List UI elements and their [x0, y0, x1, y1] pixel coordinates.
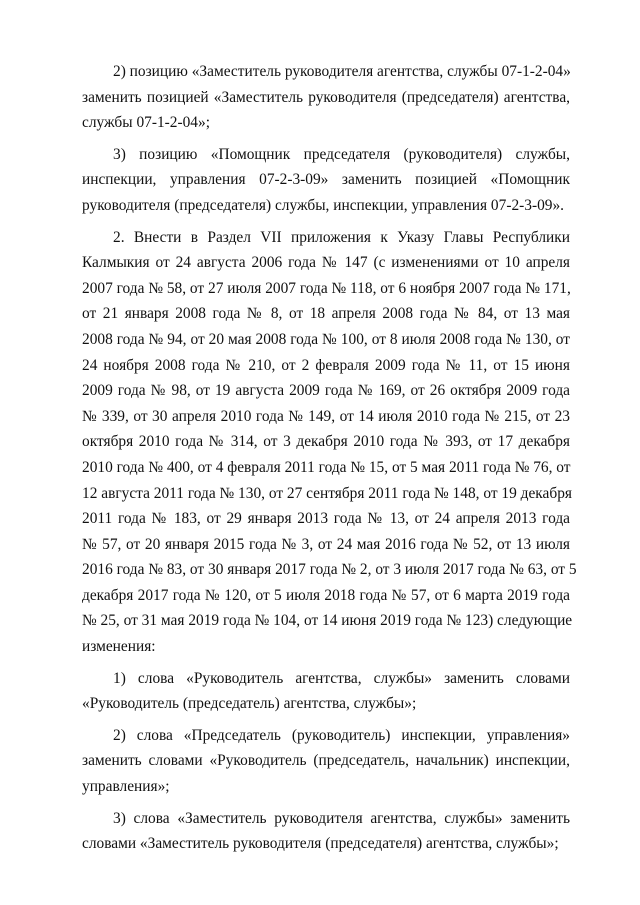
text-line: службы 07-1-2-04»; [82, 114, 210, 132]
text-line: декабря 2017 года № 120, от 5 июля 2018 года № 57, от 6 марта 2019 года [82, 586, 570, 604]
text-line: руководителя (председателя) службы, инспекции, управления 07-2-3-09». [82, 196, 565, 214]
text-line: 3) позицию «Помощник председателя (руководителя) службы, [113, 145, 570, 163]
text-line: инспекции, управления 07-2-3-09» заменить позицией «Помощник [82, 171, 570, 189]
text-line: 2007 года № 58, от 27 июля 2007 года № 118, от 6 ноября 2007 года № 171, [82, 279, 571, 297]
text-line: 2008 года № 94, от 20 мая 2008 года № 100, от 8 июля 2008 года № 130, от [82, 330, 570, 348]
text-line: от 21 января 2008 года № 8, от 18 апреля 2008 года № 84, от 13 мая [82, 305, 570, 323]
text-line: 2011 года № 183, от 29 января 2013 года № 13, от 24 апреля 2013 года [82, 510, 570, 528]
text-line: 2) позицию «Заместитель руководителя агентства, службы 07-1-2-04» [113, 63, 571, 80]
text-line: 2) слова «Председатель (руководитель) инспекции, управления» [113, 726, 570, 744]
text-line: 3) слова «Заместитель руководителя агентства, службы» заменить [113, 809, 570, 827]
text-line: изменения: [82, 638, 156, 656]
text-line: 12 августа 2011 года № 130, от 27 сентября 2011 года № 148, от 19 декабря [82, 484, 572, 502]
text-line: управления»; [82, 778, 170, 796]
text-line: 2009 года № 98, от 19 августа 2009 года № 169, от 26 октября 2009 года [82, 382, 570, 400]
text-line: 24 ноября 2008 года № 210, от 2 февраля 2009 года № 11, от 15 июня [82, 356, 570, 374]
paragraph-change-2 [82, 723, 570, 800]
text-line: Калмыкия от 24 августа 2006 года № 147 (с изменениями от 10 апреля [82, 254, 570, 272]
text-line: № 25, от 31 мая 2019 года № 104, от 14 июня 2019 года № 123) следующие [82, 612, 573, 630]
text-line: «Руководитель (председатель) агентства, службы»; [82, 695, 417, 713]
text-line: 1) слова «Руководитель агентства, службы» заменить словами [113, 669, 570, 687]
text-line: заменить позицией «Заместитель руководителя (председателя) агентства, [82, 88, 570, 106]
text-line: № 57, от 20 января 2015 года № 3, от 24 мая 2016 года № 52, от 13 июля [82, 535, 570, 553]
paragraph-change-1 [82, 666, 570, 717]
text-line: № 339, от 30 апреля 2010 года № 149, от 14 июля 2010 года № 215, от 23 [82, 407, 570, 425]
text-line: 2016 года № 83, от 30 января 2017 года № 2, от 3 июля 2017 года № 63, от 5 [82, 561, 577, 579]
text-line: заменить словами «Руководитель (председатель, начальник) инспекции, [82, 752, 570, 770]
paragraph-section-2 [82, 225, 577, 660]
paragraph-change-3 [82, 806, 570, 857]
text-line: 2. Внести в Раздел VII приложения к Указу Главы Республики [113, 228, 570, 246]
text-line: 2010 года № 400, от 4 февраля 2011 года № 15, от 5 мая 2011 года № 76, от [82, 458, 571, 476]
document-page [82, 59, 577, 863]
text-line: словами «Заместитель руководителя (председателя) агентства, службы»; [82, 835, 559, 853]
text-line: октября 2010 года № 314, от 3 декабря 2010 года № 393, от 17 декабря [82, 433, 570, 451]
paragraph-item-3-position [82, 142, 570, 219]
paragraph-item-2-position [82, 59, 570, 136]
